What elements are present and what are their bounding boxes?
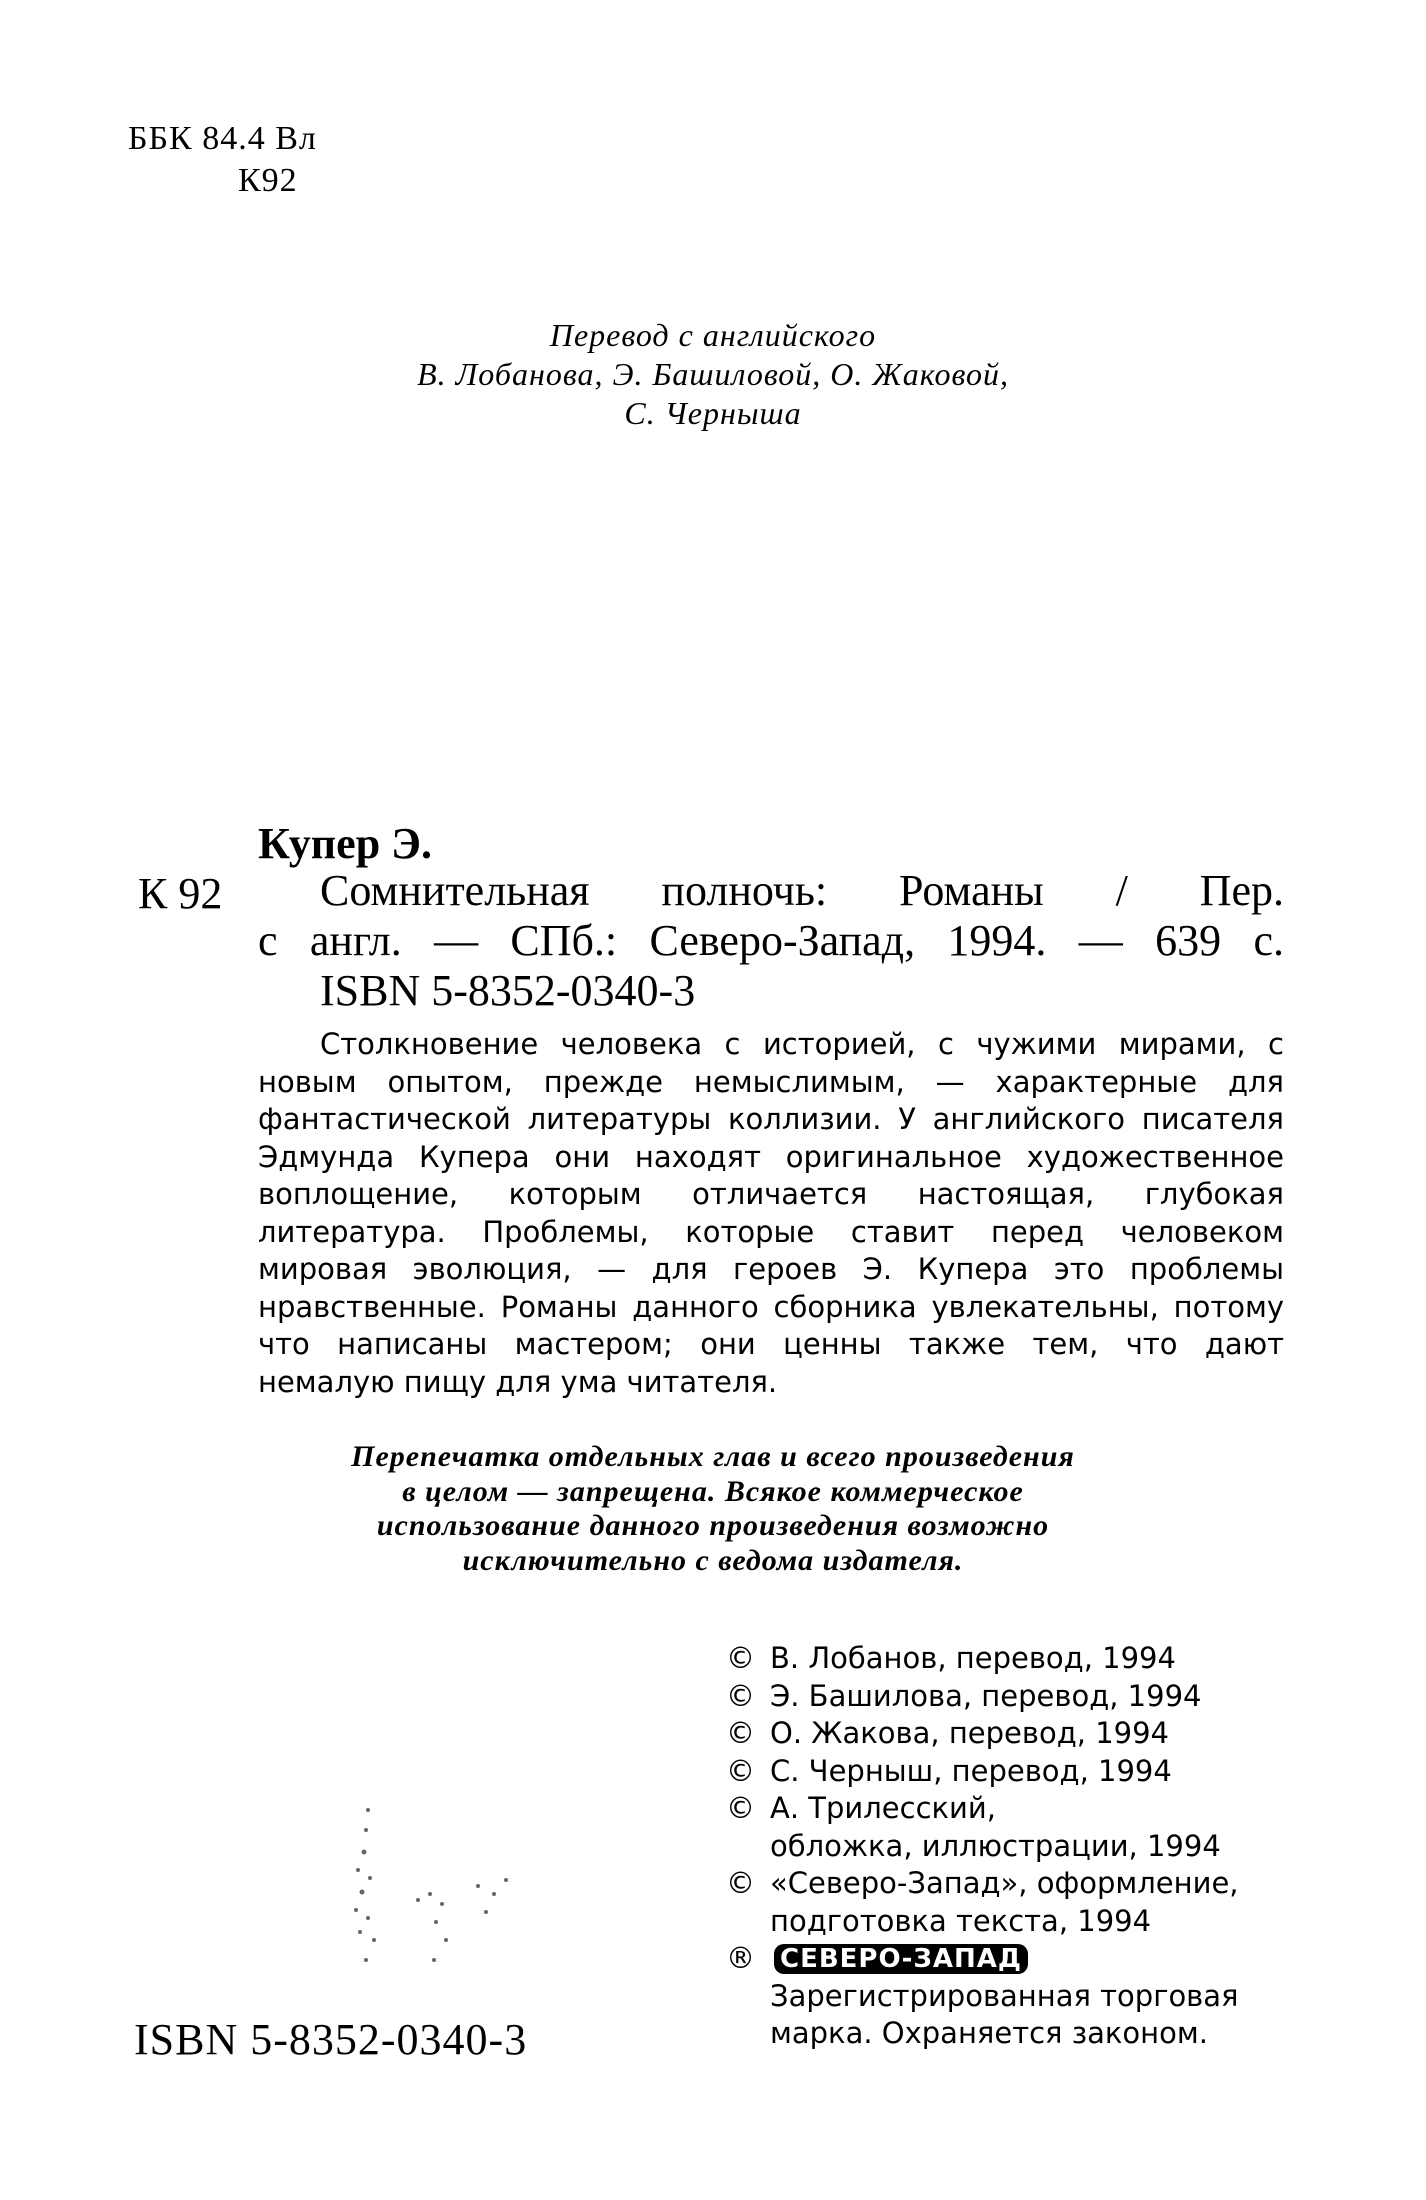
annotation-paragraph: Столкновение человека с историей, с чужими мирами, с новым опытом, прежде немыслимым, — характерные для фантастической литературы коллизии. У английского писателя Эдмунда Купера они находят оригинальное художественное воплощение, которым отличается настоящая, глубокая литература. Проблемы, которые ставит перед человеком мировая эволюция, — для героев Э. Купера это проблемы нравственные. Романы данного сборника увлекательны, потому что написаны мастером; они ценны также тем, что дают немалую пищу для ума читателя.	[258, 1027, 1284, 1399]
bbk-line-1: ББК 84.4 Вл	[128, 120, 317, 157]
citation-line-2: с англ. — СПб.: Северо-Запад, 1994. — 639 с.	[258, 916, 1284, 965]
copyright-text-continued: обложка, иллюстрации, 1994	[770, 1828, 1221, 1863]
catalog-author: Купер Э.	[258, 819, 433, 868]
registered-icon: ®	[726, 1941, 755, 1975]
warning-line-4: исключительно с ведома издателя.	[462, 1543, 964, 1577]
warning-line-2: в целом — запрещена. Всякое коммерческое	[402, 1474, 1024, 1508]
copyright-icon: ©	[726, 1716, 755, 1750]
warning-line-3: использование данного произведения возможно	[376, 1509, 1050, 1542]
catalog-citation	[258, 866, 1284, 1016]
translators-line-3: С. Черныша	[624, 395, 802, 431]
translators-line-1: Перевод с английского	[549, 317, 877, 353]
copyright-icon: ©	[726, 1866, 755, 1900]
trademark-row	[726, 1940, 1286, 1978]
copyright-text: «Северо-Запад», оформление,	[770, 1866, 1239, 1900]
bbk-line-2: К92	[238, 162, 298, 199]
copyright-text: Э. Башилова, перевод, 1994	[770, 1678, 1202, 1713]
catalog-code: К 92	[138, 869, 223, 918]
copyright-row	[726, 1753, 1286, 1791]
copyright-list	[726, 1640, 1286, 2053]
copyright-text-continued: подготовка текста, 1994	[770, 1903, 1152, 1938]
isbn-footer: ISBN 5-8352-0340-3	[134, 2015, 528, 2064]
warning-line-1: Перепечатка отдельных глав и всего произведения	[351, 1440, 1075, 1473]
citation-isbn: ISBN 5-8352-0340-3	[320, 966, 696, 1015]
copyright-icon: ©	[726, 1791, 755, 1825]
copyright-row	[726, 1678, 1286, 1716]
translators-block	[0, 316, 1426, 433]
copyright-row	[726, 1790, 1286, 1828]
copyright-icon: ©	[726, 1753, 755, 1788]
copyright-text: О. Жакова, перевод, 1994	[770, 1716, 1170, 1750]
copyright-warning	[0, 1440, 1426, 1578]
citation-line-1: Сомнительная полночь: Романы / Пер.	[320, 866, 1284, 915]
stamp-speckle-mark	[318, 1800, 528, 2000]
trademark-line-1: Зарегистрированная торговая	[770, 1978, 1239, 2013]
copyright-icon: ©	[726, 1641, 755, 1675]
translators-line-2: В. Лобанова, Э. Башиловой, О. Жаковой,	[417, 356, 1009, 392]
bbk-classification	[128, 118, 317, 202]
copyright-row	[726, 1865, 1286, 1903]
copyright-text: В. Лобанов, перевод, 1994	[770, 1641, 1176, 1675]
trademark-line-2: марка. Охраняется законом.	[770, 2016, 1208, 2050]
copyright-icon: ©	[726, 1678, 755, 1713]
copyright-row	[726, 1715, 1286, 1753]
copyright-text: С. Черныш, перевод, 1994	[770, 1753, 1172, 1788]
copyright-text: А. Трилесский,	[770, 1791, 996, 1825]
publisher-logo: СЕВЕРО-ЗАПАД	[774, 1944, 1028, 1974]
copyright-row	[726, 1640, 1286, 1678]
